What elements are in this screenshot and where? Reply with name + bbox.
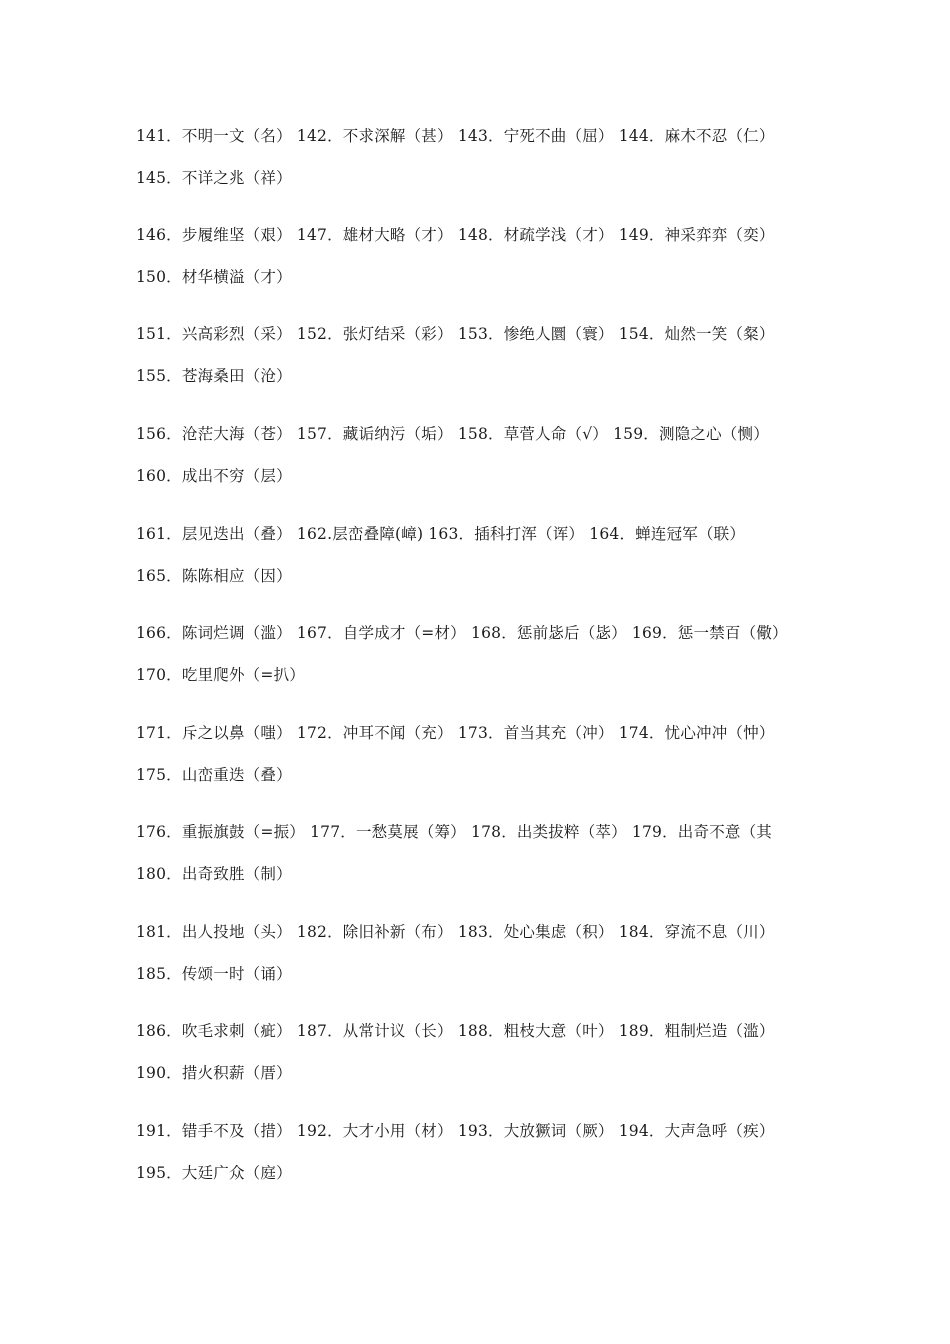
entry-line: 150．材华横溢（才） xyxy=(136,268,292,286)
entry-line: 180．出奇致胜（制） xyxy=(136,865,292,883)
entry-group-161 xyxy=(136,513,836,597)
entry-line: 191．错手不及（措） 192．大才小用（材） 193．大放獗词（厥） 194．大声急呼（疾） xyxy=(136,1122,775,1140)
entry-group-181 xyxy=(136,911,836,995)
entry-line: 186．吹毛求刺（疵） 187．从常计议（长） 188．粗枝大意（叶） 189．粗制烂造（滥） xyxy=(136,1022,775,1040)
entry-line: 160．成出不穷（层） xyxy=(136,467,292,485)
entry-line: 151．兴高彩烈（采） 152．张灯结采（彩） 153．惨绝人圜（寰） 154．灿然一笑（粲） xyxy=(136,325,775,343)
entry-line: 165．陈陈相应（因） xyxy=(136,567,292,585)
entry-group-191 xyxy=(136,1110,836,1194)
entry-line: 146．步履维坚（艰） 147．雄材大略（才） 148．材疏学浅（才） 149．神采弈弈（奕） xyxy=(136,226,775,244)
entry-group-176 xyxy=(136,811,836,895)
entry-group-166 xyxy=(136,612,836,696)
entry-line: 175．山峦重迭（叠） xyxy=(136,766,292,784)
entry-line: 190．措火积薪（厝） xyxy=(136,1064,292,1082)
entry-line: 155．苍海桑田（沧） xyxy=(136,367,292,385)
entry-line: 170．吃里爬外（=扒） xyxy=(136,666,305,684)
entry-group-156 xyxy=(136,413,836,497)
entry-line: 181．出人投地（头） 182．除旧补新（布） 183．处心集虑（积） 184．穿流不息（川） xyxy=(136,923,775,941)
entry-line: 195．大廷广众（庭） xyxy=(136,1164,292,1182)
entry-line: 156．沧茫大海（苍） 157．藏诟纳污（垢） 158．草菅人命（√） 159．测隐之心（恻） xyxy=(136,425,769,443)
entry-line: 145．不详之兆（祥） xyxy=(136,169,292,187)
entry-group-186 xyxy=(136,1010,836,1094)
entry-line: 141．不明一文（名） 142．不求深解（甚） 143．宁死不曲（屈） 144．麻木不忍（仁） xyxy=(136,127,775,145)
entry-line: 161．层见迭出（叠） 162.层峦叠障(嶂) 163．插科打浑（诨） 164．蝉连冠军（联） xyxy=(136,525,746,543)
entry-group-171 xyxy=(136,712,836,796)
entry-line: 166．陈词烂调（滥） 167．自学成才（=材） 168．惩前毖后（毖） 169．惩一禁百（儆） xyxy=(136,624,788,642)
entry-group-151 xyxy=(136,313,836,397)
entry-line: 176．重振旗鼓（=振） 177．一愁莫展（筹） 178．出类拔粹（萃） 179．出奇不意（其 xyxy=(136,823,773,841)
entry-group-141 xyxy=(136,115,836,199)
entry-line: 185．传颂一时（诵） xyxy=(136,965,292,983)
entry-group-146 xyxy=(136,214,836,298)
entry-line: 171．斥之以鼻（嗤） 172．冲耳不闻（充） 173．首当其充（冲） 174．忧心冲冲（忡） xyxy=(136,724,775,742)
